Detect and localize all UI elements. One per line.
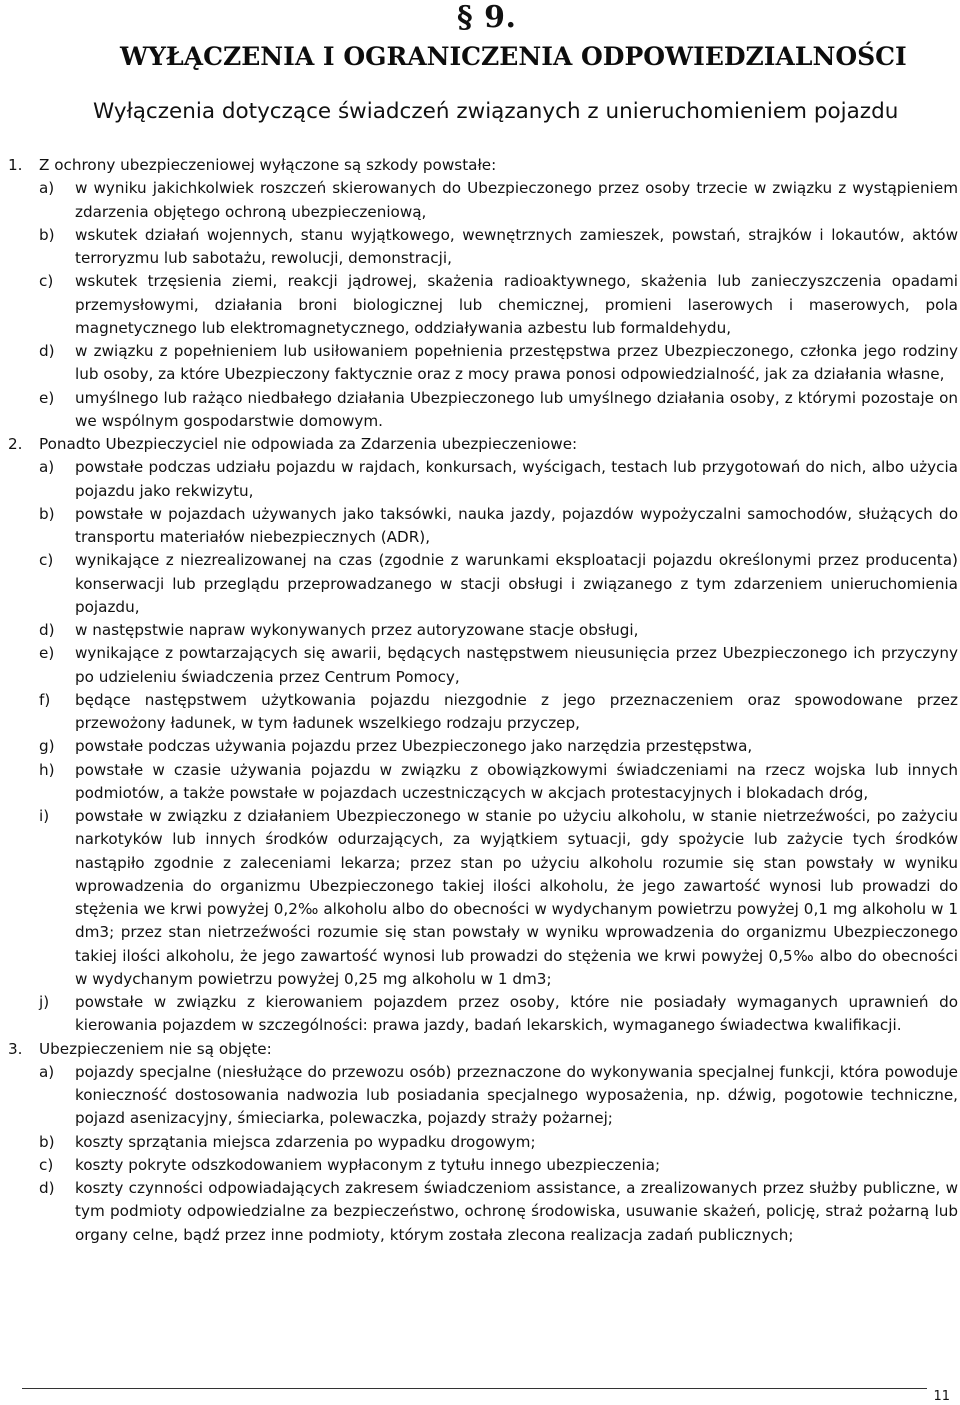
list-item <box>8 1061 958 1131</box>
list-item-text: koszty sprzątania miejsca zdarzenia po wypadku drogowym; <box>75 1132 536 1151</box>
list-item-marker: b) <box>39 504 55 523</box>
section-title: WYŁĄCZENIA I OGRANICZENIA ODPOWIEDZIALNOŚCI <box>120 42 907 71</box>
list-item-text: w następstwie napraw wykonywanych przez autoryzowane stacje obsługi, <box>75 621 639 639</box>
list-item <box>8 503 958 550</box>
list-item-marker: a) <box>39 1062 55 1081</box>
list-item-text: w związku z popełnieniem lub usiłowaniem popełnienia przestępstwa przez Ubezpieczonego, członka jego rodziny lub osoby, za które Ubezpieczony faktycznie oraz z mocy prawa ponosi odpowiedzialność, jak za działania własne, <box>75 342 958 384</box>
list-item-text: pojazdy specjalne (niesłużące do przewozu osób) przeznaczone do wykonywania specjalnej funkcji, która powoduje konieczność dostosowania nadwozia lub posiadania specjalnego wyposażenia, np. dźwig, pogotowie techniczne, pojazd asenizacyjny, śmieciarka, polewaczka, pojazdy straży pożarnej; <box>75 1062 958 1128</box>
paragraph-text: Z ochrony ubezpieczeniowej wyłączone są szkody powstałe: <box>39 156 497 174</box>
list-item <box>8 387 958 434</box>
paragraph-text: Ponadto Ubezpieczyciel nie odpowiada za Zdarzenia ubezpieczeniowe: <box>39 435 578 453</box>
list-item <box>8 1131 958 1154</box>
list-item-marker: c) <box>39 272 54 291</box>
list-item-text: wskutek działań wojennych, stanu wyjątkowego, wewnętrznych zamieszek, powstań, strajków i lokautów, aktów terroryzmu lub sabotażu, rewolucji, demonstracji, <box>75 225 958 267</box>
list-item <box>8 619 958 642</box>
list-item <box>8 642 958 689</box>
list-item-marker: b) <box>39 225 55 244</box>
list-item-text: będące następstwem użytkowania pojazdu niezgodnie z jego przeznaczeniem oraz spowodowane przez przewożony ładunek, w tym ładunek wszelkiego rodzaju przyczep, <box>75 690 958 732</box>
list-item-marker: h) <box>39 760 55 779</box>
list-item <box>8 991 958 1038</box>
list-item <box>8 759 958 806</box>
list-item-marker: d) <box>39 621 55 639</box>
list-item <box>8 270 958 340</box>
list-item-marker: j) <box>39 993 50 1011</box>
list-item-text: koszty czynności odpowiadających zakresem świadczeniom assistance, a zrealizowanych przez służby publiczne, w tym podmioty odpowiedzialne za bezpieczeństwo, ochronę środowiska, usuwanie skażeń, policję, straż pożarną lub organy celne, bądź przez inne podmioty, którym została zlecona realizacja zadań publicznych; <box>75 1179 958 1244</box>
paragraph-marker: 1. <box>8 156 23 174</box>
list-item-marker: f) <box>39 690 51 709</box>
list-item-text: koszty pokryte odszkodowaniem wypłaconym z tytułu innego ubezpieczenia; <box>75 1155 661 1174</box>
list-item-text: powstałe podczas udziału pojazdu w rajdach, konkursach, wyścigach, testach lub przygotowań do nich, albo użycia pojazdu jako rekwizytu, <box>75 458 958 500</box>
paragraph-3 <box>8 1038 958 1061</box>
list-item-marker: c) <box>39 551 54 570</box>
list-item <box>8 549 958 619</box>
list-item <box>8 689 958 736</box>
paragraph-text: Ubezpieczeniem nie są objęte: <box>39 1039 272 1058</box>
list-item-text: wynikające z powtarzających się awarii, będących następstwem nieusunięcia przez Ubezpieczonego ich przyczyny po udzieleniu świadczenia przez Centrum Pomocy, <box>75 644 958 686</box>
list-item <box>8 177 958 224</box>
list-item-marker: g) <box>39 737 55 756</box>
list-item <box>8 735 958 758</box>
list-item-text: wskutek trzęsienia ziemi, reakcji jądrowej, skażenia radioaktywnego, skażenia lub zanieczyszczenia opadami przemysłowymi, działania broni biologicznej lub chemicznej, promieni laserowych i maserowych, pola magnetycznego lub elektromagnetycznego, oddziaływania azbestu lub formaldehydu, <box>75 272 958 337</box>
list-item-text: wynikające z niezrealizowanej na czas (zgodnie z warunkami eksploatacji pojazdu określonymi przez producenta) konserwacji lub przeglądu przeprowadzanego w stacji obsługi i związanego z tym zdarzeniem unieruchomienia pojazdu, <box>75 551 958 616</box>
list-item-text: powstałe w pojazdach używanych jako taksówki, nauka jazdy, pojazdów wypożyczalni samochodów, służących do transportu materiałów niebezpiecznych (ADR), <box>75 504 958 546</box>
footer-divider <box>22 1388 927 1389</box>
list-item-marker: d) <box>39 1179 55 1197</box>
list-item-marker: a) <box>39 179 55 198</box>
list-item <box>8 1177 958 1247</box>
list-item-marker: c) <box>39 1155 54 1174</box>
paragraph-1 <box>8 154 958 177</box>
paragraph-marker: 2. <box>8 435 23 453</box>
list-item-text: powstałe w związku z kierowaniem pojazdem przez osoby, które nie posiadały wymaganych uprawnień do kierowania pojazdem w szczególności: prawa jazdy, badań lekarskich, wymaganego świadectwa kwalifikacji. <box>75 993 958 1035</box>
document-body <box>8 154 958 1247</box>
list-item <box>8 1154 958 1177</box>
list-item <box>8 805 958 991</box>
list-item-marker: e) <box>39 388 55 407</box>
section-subtitle: Wyłączenia dotyczące świadczeń związanych z unieruchomieniem pojazdu <box>93 99 899 124</box>
list-item <box>8 224 958 271</box>
list-item-text: w wyniku jakichkolwiek roszczeń skierowanych do Ubezpieczonego przez osoby trzecie w związku z wystąpieniem zdarzenia objętego ochroną ubezpieczeniową, <box>75 179 958 221</box>
list-item-text: powstałe w związku z działaniem Ubezpieczonego w stanie po użyciu alkoholu, w stanie nietrzeźwości, po zażyciu narkotyków lub innych środków odurzających, za wyjątkiem sytuacji, gdy spożycie lub zażycie tych środków nastąpiło zgodnie z zaleceniami lekarza; przez stan po użyciu alkoholu rozumie się stan powstały w wyniku wprowadzenia do organizmu Ubezpieczonego takiej ilości alkoholu, że jego zawartość wynosi lub prowadzi do stężenia we krwi powyżej 0,2‰ alkoholu albo do obecności w wydychanym powietrzu powyżej 0,1 mg alkoholu w 1 dm3; przez stan nietrzeźwości rozumie się stan powstały w wyniku wprowadzenia do organizmu Ubezpieczonego takiej ilości alkoholu, że jego zawartość wynosi lub prowadzi do stężenia we krwi powyżej 0,5‰ albo do obecności w wydychanym powietrzu powyżej 0,25 mg alkoholu w 1 dm3; <box>75 807 958 988</box>
list-item <box>8 456 958 503</box>
list-item-marker: b) <box>39 1132 55 1151</box>
paragraph-marker: 3. <box>8 1039 23 1058</box>
list-item-marker: i) <box>39 807 50 825</box>
list-item-marker: a) <box>39 458 55 477</box>
list-item-text: umyślnego lub rażąco niedbałego działania Ubezpieczonego lub umyślnego działania osoby, z którymi pozostaje on we wspólnym gospodarstwie domowym. <box>75 388 958 430</box>
paragraph-2 <box>8 433 958 456</box>
list-item-text: powstałe w czasie używania pojazdu w związku z obowiązkowymi świadczeniami na rzecz wojska lub innych podmiotów, a także powstałe w pojazdach uczestniczących w akcjach protestacyjnych i blokadach dróg, <box>75 760 958 802</box>
list-item-text: powstałe podczas używania pojazdu przez Ubezpieczonego jako narzędzia przestępstwa, <box>75 737 753 756</box>
list-item-marker: e) <box>39 644 55 663</box>
list-item-marker: d) <box>39 342 55 360</box>
list-item <box>8 340 958 387</box>
page-number: 11 <box>933 1389 950 1404</box>
section-number: § 9. <box>457 0 517 35</box>
